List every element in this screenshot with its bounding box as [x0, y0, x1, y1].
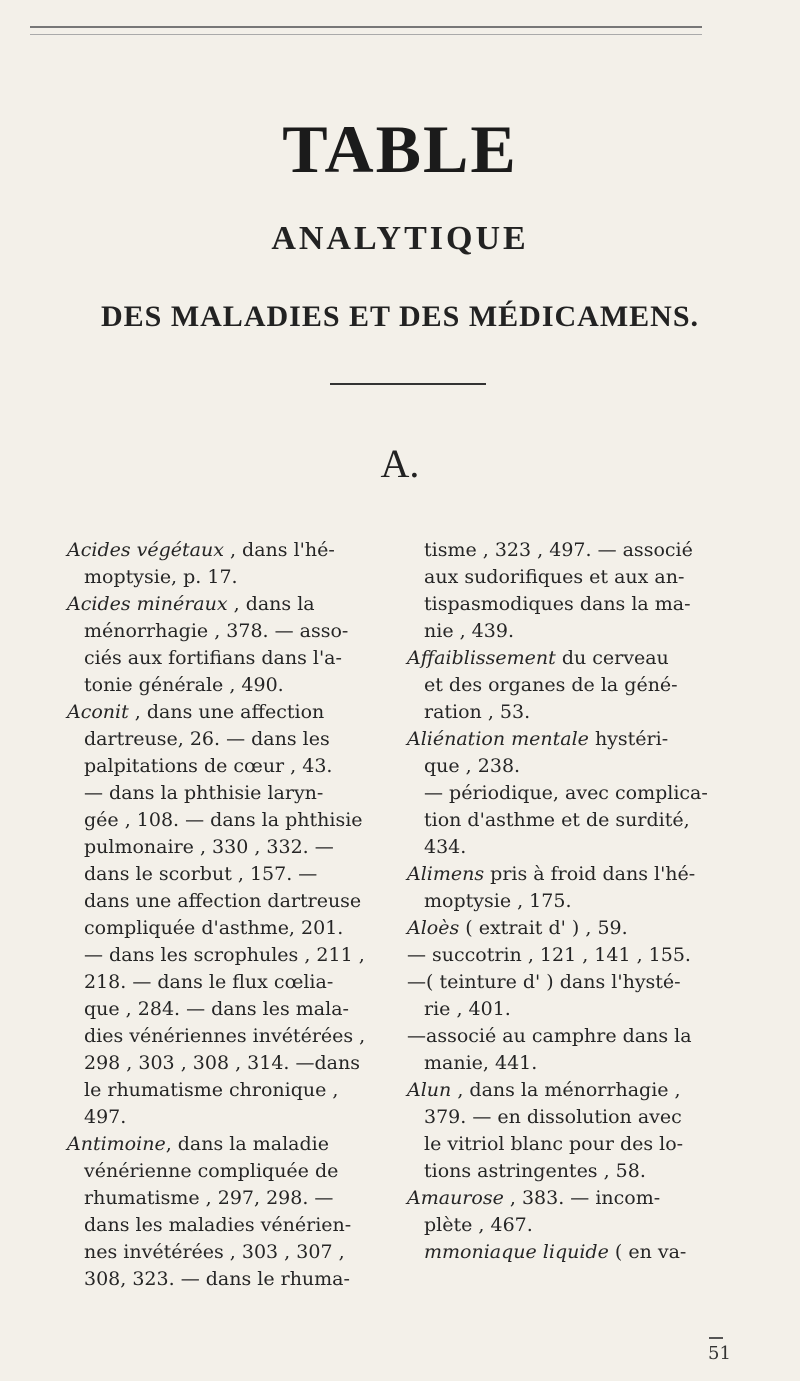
top-rule [30, 26, 702, 28]
index-line [67, 888, 389, 915]
index-line [407, 888, 737, 915]
index-term: Affaiblissement [407, 647, 556, 669]
index-text: tions astringentes , 58. [424, 1160, 646, 1182]
top-rule-secondary [30, 34, 702, 35]
signature-mark [709, 1337, 723, 1339]
index-line [67, 1077, 389, 1104]
index-line [407, 564, 737, 591]
index-text: —( teinture d' ) dans l'hysté- [407, 971, 681, 993]
index-text: , dans la maladie [165, 1133, 329, 1155]
index-text: tispasmodiques dans la ma- [424, 593, 691, 615]
index-text: tonie générale , 490. [84, 674, 284, 696]
index-line [67, 942, 389, 969]
index-line [67, 1131, 389, 1158]
index-line [407, 807, 737, 834]
index-term: mmoniaque liquide [424, 1241, 609, 1263]
index-line [67, 996, 389, 1023]
title-divider [330, 383, 486, 385]
index-line [407, 645, 737, 672]
index-line [67, 753, 389, 780]
index-line [67, 1104, 389, 1131]
index-text: — dans la phthisie laryn- [84, 782, 324, 804]
index-text: 379. — en dissolution avec [424, 1106, 682, 1128]
index-line [67, 1158, 389, 1185]
index-text: que , 238. [424, 755, 521, 777]
index-line [67, 726, 389, 753]
index-text: palpitations de cœur , 43. [84, 755, 333, 777]
index-text: ciés aux fortifians dans l'a- [84, 647, 342, 669]
index-line [67, 1266, 389, 1293]
index-text: dartreuse, 26. — dans les [84, 728, 330, 750]
index-line [407, 915, 737, 942]
index-term: Aconit [67, 701, 129, 723]
index-line [67, 969, 389, 996]
index-text: du cerveau [555, 647, 669, 669]
index-text: 308, 323. — dans le rhuma- [84, 1268, 350, 1290]
index-text: gée , 108. — dans la phthisie [84, 809, 363, 831]
index-line [407, 726, 737, 753]
index-line [67, 780, 389, 807]
index-term: Acides minéraux [67, 593, 228, 615]
index-line [407, 1185, 737, 1212]
index-line [67, 915, 389, 942]
index-text: ( extrait d' ) , 59. [459, 917, 628, 939]
page-subtitle: ANALYTIQUE [271, 220, 529, 257]
index-line [67, 1050, 389, 1077]
index-text: — dans les scrophules , 211 , [84, 944, 365, 966]
index-line [67, 1212, 389, 1239]
index-line [407, 753, 737, 780]
signature-number: 51 [708, 1343, 731, 1364]
index-line [67, 861, 389, 888]
index-line [67, 1023, 389, 1050]
index-term: Alun [407, 1079, 452, 1101]
index-text: dans le scorbut , 157. — [84, 863, 318, 885]
index-line [67, 537, 389, 564]
index-line [407, 1050, 737, 1077]
index-line [407, 969, 737, 996]
index-text: compliquée d'asthme, 201. [84, 917, 344, 939]
index-text: aux sudorifiques et aux an- [424, 566, 685, 588]
index-text: ration , 53. [424, 701, 531, 723]
index-text: 298 , 303 , 308 , 314. —dans [84, 1052, 360, 1074]
index-text: manie, 441. [424, 1052, 538, 1074]
index-text: le vitriol blanc pour des lo- [424, 1133, 684, 1155]
index-line [67, 591, 389, 618]
index-line [407, 861, 737, 888]
index-text: , dans la ménorrhagie , [451, 1079, 681, 1101]
index-term: Amaurose [407, 1187, 504, 1209]
index-term: Aloès [407, 917, 460, 939]
index-line [67, 564, 389, 591]
index-text: et des organes de la géné- [424, 674, 678, 696]
index-text: que , 284. — dans les mala- [84, 998, 349, 1020]
index-text: nes invétérées , 303 , 307 , [84, 1241, 345, 1263]
index-term: Acides végétaux [67, 539, 224, 561]
index-text: hystéri- [588, 728, 669, 750]
index-line [407, 1104, 737, 1131]
index-text: vénérienne compliquée de [84, 1160, 339, 1182]
index-line [407, 1131, 737, 1158]
index-text: dies vénériennes invétérées , [84, 1025, 366, 1047]
index-term: Antimoine [67, 1133, 166, 1155]
index-line [407, 1023, 737, 1050]
index-text: nie , 439. [424, 620, 514, 642]
index-text: plète , 467. [424, 1214, 533, 1236]
left-column [67, 537, 389, 1293]
index-term: Alimens [407, 863, 485, 885]
index-line [407, 1239, 737, 1266]
index-text: , dans la [227, 593, 315, 615]
index-line [407, 1077, 737, 1104]
index-line [67, 672, 389, 699]
index-text: dans une affection dartreuse [84, 890, 362, 912]
index-line [407, 996, 737, 1023]
index-line [67, 699, 389, 726]
index-text: , 383. — incom- [503, 1187, 661, 1209]
index-line [407, 942, 737, 969]
index-text: ( en va- [608, 1241, 687, 1263]
section-letter: A. [380, 441, 420, 486]
index-line [407, 834, 737, 861]
index-text: — périodique, avec complica- [424, 782, 708, 804]
index-text: pris à froid dans l'hé- [484, 863, 696, 885]
index-line [407, 1158, 737, 1185]
page-title: TABLE [282, 111, 518, 187]
index-line [67, 834, 389, 861]
index-text: , dans une affection [128, 701, 325, 723]
index-text: rhumatisme , 297, 298. — [84, 1187, 334, 1209]
index-line [407, 1212, 737, 1239]
index-line [67, 1185, 389, 1212]
index-line [67, 807, 389, 834]
index-text: tisme , 323 , 497. — associé [424, 539, 693, 561]
index-line [67, 645, 389, 672]
index-text: —associé au camphre dans la [407, 1025, 692, 1047]
index-text: dans les maladies vénérien- [84, 1214, 352, 1236]
index-text: , dans l'hé- [223, 539, 335, 561]
index-text: 434. [424, 836, 467, 858]
index-text: 218. — dans le flux cœlia- [84, 971, 334, 993]
index-text: — succotrin , 121 , 141 , 155. [407, 944, 691, 966]
index-text: 497. [84, 1106, 127, 1128]
index-line [67, 1239, 389, 1266]
index-text: le rhumatisme chronique , [84, 1079, 339, 1101]
index-term: Aliénation mentale [407, 728, 589, 750]
index-text: tion d'asthme et de surdité, [424, 809, 690, 831]
index-line [407, 591, 737, 618]
index-text: ménorrhagie , 378. — asso- [84, 620, 349, 642]
index-line [67, 618, 389, 645]
index-line [407, 780, 737, 807]
index-line [407, 537, 737, 564]
index-text: moptysie, p. 17. [84, 566, 238, 588]
index-line [407, 672, 737, 699]
index-text: moptysie , 175. [424, 890, 572, 912]
page-subtitle-secondary: DES MALADIES ET DES MÉDICAMENS. [100, 300, 700, 333]
index-text: pulmonaire , 330 , 332. — [84, 836, 334, 858]
index-line [407, 699, 737, 726]
index-text: rie , 401. [424, 998, 511, 1020]
index-line [407, 618, 737, 645]
right-column [407, 537, 737, 1266]
